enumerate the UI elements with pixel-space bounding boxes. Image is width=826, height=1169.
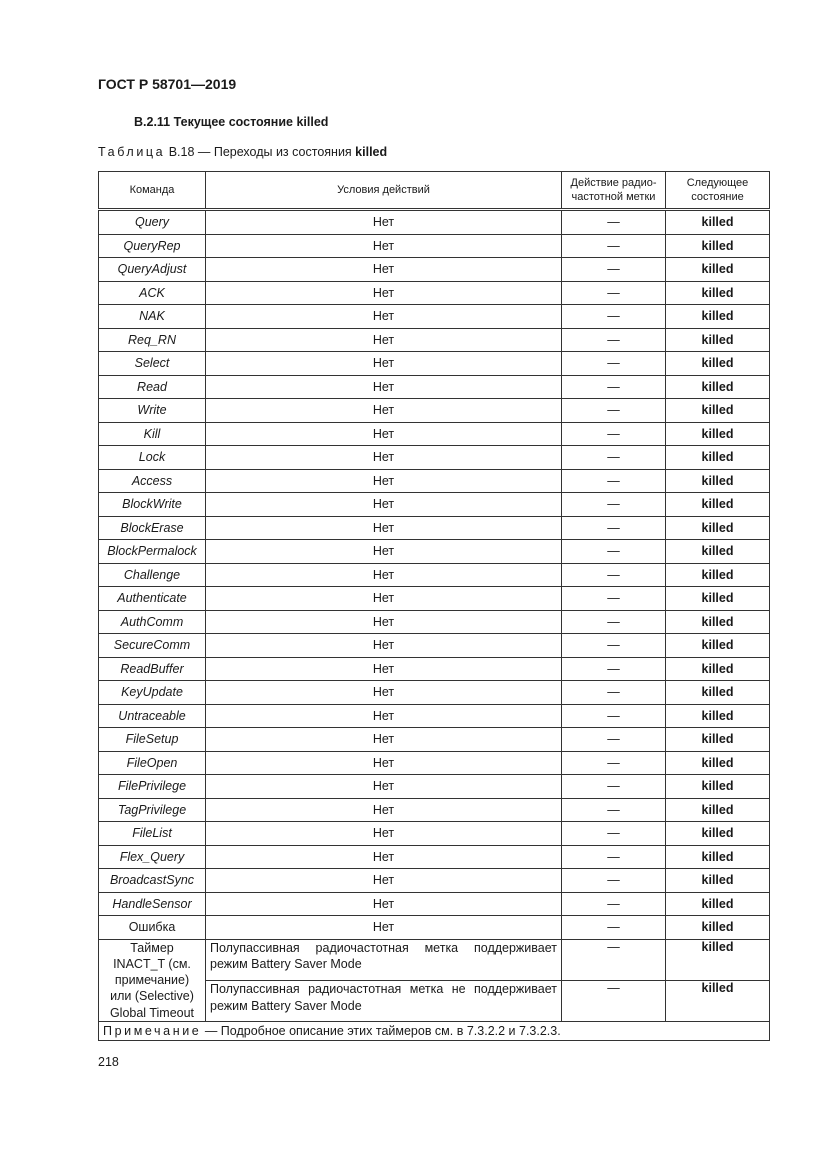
command-cell: Authenticate [99,587,206,611]
next-state-cell: killed [666,516,770,540]
table-row [99,892,770,916]
conditions-cell: Нет [206,704,562,728]
next-state-cell: killed [666,892,770,916]
conditions-cell: Нет [206,587,562,611]
table-row [99,610,770,634]
next-state-cell: killed [666,634,770,658]
table-row [99,657,770,681]
conditions-cell: Нет [206,375,562,399]
header-next-state: Следующее состояние [666,172,770,210]
command-cell: Write [99,399,206,423]
action-cell: — [562,822,666,846]
timer-next-state-2: killed [666,980,770,1021]
table-row [99,587,770,611]
next-state-cell: killed [666,869,770,893]
command-cell: Lock [99,446,206,470]
conditions-cell: Нет [206,516,562,540]
table-row [99,516,770,540]
next-state-cell: killed [666,610,770,634]
conditions-cell: Нет [206,210,562,235]
table-caption [98,145,387,159]
action-cell: — [562,728,666,752]
conditions-cell: Нет [206,352,562,376]
next-state-cell: killed [666,587,770,611]
action-cell: — [562,657,666,681]
conditions-cell: Нет [206,540,562,564]
conditions-cell: Нет [206,258,562,282]
command-cell: Read [99,375,206,399]
conditions-cell: Нет [206,728,562,752]
action-cell: — [562,446,666,470]
action-cell: — [562,587,666,611]
table-row [99,328,770,352]
table-row [99,869,770,893]
command-cell: SecureComm [99,634,206,658]
conditions-cell: Нет [206,493,562,517]
conditions-cell: Нет [206,751,562,775]
command-cell: Query [99,210,206,235]
command-cell: AuthComm [99,610,206,634]
table-row [99,234,770,258]
table-row [99,352,770,376]
timer-action-1: — [562,939,666,980]
command-cell: FilePrivilege [99,775,206,799]
command-cell: Challenge [99,563,206,587]
action-cell: — [562,610,666,634]
next-state-cell: killed [666,822,770,846]
table-row [99,563,770,587]
timer-condition-2: Полупассивная радиочастотная метка не поддерживает режим Battery Saver Mode [206,980,562,1021]
table-row [99,681,770,705]
conditions-cell: Нет [206,610,562,634]
command-cell: TagPrivilege [99,798,206,822]
command-cell: HandleSensor [99,892,206,916]
command-cell: Ошибка [99,916,206,940]
table-row [99,728,770,752]
action-cell: — [562,281,666,305]
next-state-cell: killed [666,540,770,564]
command-cell: KeyUpdate [99,681,206,705]
conditions-cell: Нет [206,892,562,916]
action-cell: — [562,563,666,587]
next-state-cell: killed [666,728,770,752]
header-command: Команда [99,172,206,210]
conditions-cell: Нет [206,328,562,352]
table-row [99,845,770,869]
table-row [99,775,770,799]
next-state-cell: killed [666,845,770,869]
table-row [99,375,770,399]
command-cell: Access [99,469,206,493]
conditions-cell: Нет [206,775,562,799]
table-row [99,281,770,305]
conditions-cell: Нет [206,798,562,822]
command-cell: FileSetup [99,728,206,752]
table-row [99,469,770,493]
action-cell: — [562,516,666,540]
table-row [99,798,770,822]
transitions-table [98,171,770,1041]
action-cell: — [562,305,666,329]
action-cell: — [562,634,666,658]
next-state-cell: killed [666,446,770,470]
command-cell: ACK [99,281,206,305]
timer-condition-1: Полупассивная радиочастотная метка поддерживает режим Battery Saver Mode [206,939,562,980]
next-state-cell: killed [666,493,770,517]
conditions-cell: Нет [206,469,562,493]
table-row [99,634,770,658]
action-cell: — [562,751,666,775]
document-header: ГОСТ Р 58701—2019 [98,76,237,92]
next-state-cell: killed [666,305,770,329]
conditions-cell: Нет [206,822,562,846]
command-cell: QueryRep [99,234,206,258]
action-cell: — [562,258,666,282]
command-cell: Select [99,352,206,376]
next-state-cell: killed [666,563,770,587]
timer-action-2: — [562,980,666,1021]
next-state-cell: killed [666,328,770,352]
timer-command: Таймер INACT_T (см. примечание) или (Selective) Global Timeout [99,939,206,1021]
conditions-cell: Нет [206,869,562,893]
conditions-cell: Нет [206,234,562,258]
action-cell: — [562,234,666,258]
action-cell: — [562,916,666,940]
table-row [99,704,770,728]
next-state-cell: killed [666,258,770,282]
next-state-cell: killed [666,210,770,235]
table-row [99,446,770,470]
conditions-cell: Нет [206,845,562,869]
action-cell: — [562,210,666,235]
table-row [99,493,770,517]
conditions-cell: Нет [206,563,562,587]
next-state-cell: killed [666,704,770,728]
action-cell: — [562,493,666,517]
table-row [99,822,770,846]
action-cell: — [562,704,666,728]
timer-next-state-1: killed [666,939,770,980]
conditions-cell: Нет [206,657,562,681]
action-cell: — [562,798,666,822]
action-cell: — [562,469,666,493]
table-row [99,210,770,235]
action-cell: — [562,422,666,446]
action-cell: — [562,399,666,423]
table-note [99,1021,770,1040]
table-caption-text: B.18 — Переходы из состояния [165,145,356,159]
next-state-cell: killed [666,469,770,493]
table-body [99,210,770,1041]
next-state-cell: killed [666,775,770,799]
command-cell: QueryAdjust [99,258,206,282]
section-title: B.2.11 Текущее состояние killed [134,115,329,129]
command-cell: FileList [99,822,206,846]
next-state-cell: killed [666,681,770,705]
table-row [99,916,770,940]
command-cell: BlockWrite [99,493,206,517]
conditions-cell: Нет [206,446,562,470]
conditions-cell: Нет [206,399,562,423]
conditions-cell: Нет [206,681,562,705]
table-caption-state: killed [355,145,388,159]
command-cell: BroadcastSync [99,869,206,893]
command-cell: Untraceable [99,704,206,728]
next-state-cell: killed [666,422,770,446]
conditions-cell: Нет [206,305,562,329]
timer-row-1 [99,939,770,980]
command-cell: Kill [99,422,206,446]
action-cell: — [562,540,666,564]
table-row [99,540,770,564]
next-state-cell: killed [666,281,770,305]
note-row [99,1021,770,1040]
command-cell: Req_RN [99,328,206,352]
conditions-cell: Нет [206,281,562,305]
conditions-cell: Нет [206,634,562,658]
action-cell: — [562,352,666,376]
action-cell: — [562,775,666,799]
table-row [99,751,770,775]
table-caption-label: Таблица [98,145,166,159]
action-cell: — [562,328,666,352]
command-cell: FileOpen [99,751,206,775]
command-cell: Flex_Query [99,845,206,869]
action-cell: — [562,892,666,916]
note-label: Примечание [103,1023,202,1038]
next-state-cell: killed [666,399,770,423]
next-state-cell: killed [666,657,770,681]
table-row [99,258,770,282]
table-header-row [99,172,770,210]
note-text: — Подробное описание этих таймеров см. в 7.3.2.2 и 7.3.2.3. [201,1023,561,1038]
command-cell: BlockErase [99,516,206,540]
next-state-cell: killed [666,751,770,775]
header-action: Действие радио-частотной метки [562,172,666,210]
conditions-cell: Нет [206,916,562,940]
next-state-cell: killed [666,234,770,258]
next-state-cell: killed [666,916,770,940]
next-state-cell: killed [666,352,770,376]
action-cell: — [562,375,666,399]
action-cell: — [562,681,666,705]
next-state-cell: killed [666,375,770,399]
command-cell: BlockPermalock [99,540,206,564]
header-conditions: Условия действий [206,172,562,210]
next-state-cell: killed [666,798,770,822]
action-cell: — [562,869,666,893]
table-row [99,399,770,423]
command-cell: ReadBuffer [99,657,206,681]
table-row [99,305,770,329]
table-row [99,422,770,446]
conditions-cell: Нет [206,422,562,446]
command-cell: NAK [99,305,206,329]
action-cell: — [562,845,666,869]
page-number: 218 [98,1055,119,1069]
